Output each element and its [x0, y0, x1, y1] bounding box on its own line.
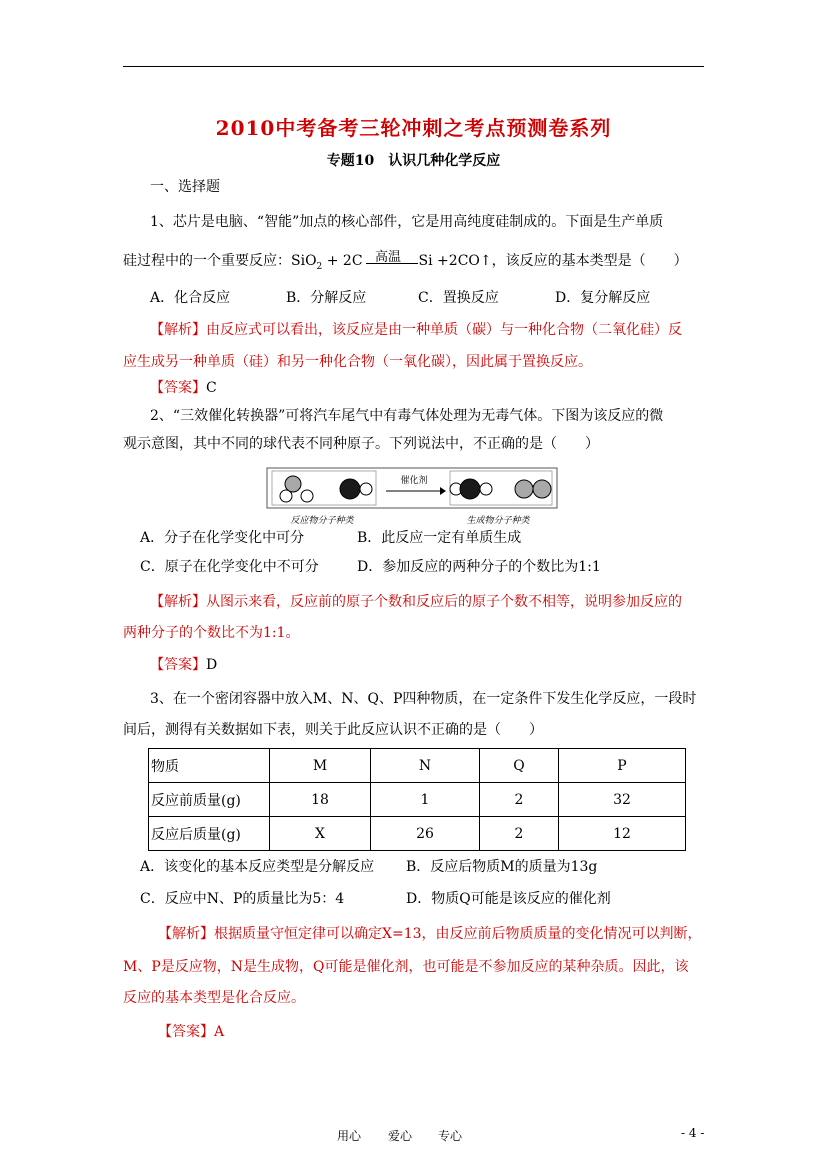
table-cell: 12 — [559, 817, 686, 851]
q3-analysis-line2: M、P是反应物，N是生成物，Q可能是催化剂，也可能是不参加反应的某种杂质。因此，该 — [123, 959, 689, 975]
q3-option-a: A．该变化的基本反应类型是分解反应 — [140, 859, 375, 875]
table-cell: 26 — [371, 817, 480, 851]
table-cell: 32 — [559, 783, 686, 817]
table-header-cell: N — [371, 749, 480, 783]
q1-analysis-line2: 应生成另一种单质（硅）和另一种化合物（一氧化碳），因此属于置换反应。 — [123, 354, 592, 370]
q1-reaction-condition: 高温 — [375, 250, 402, 265]
q3-stem-line1: 3、在一个密闭容器中放入M、N、Q、P四种物质，在一定条件下发生化学反应，一段时 — [150, 691, 697, 707]
molecule-reaction-diagram — [266, 467, 558, 529]
table-row — [149, 783, 686, 817]
table-header-cell: M — [270, 749, 371, 783]
q1-option-b: B．分解反应 — [286, 290, 367, 306]
q3-stem-line2: 间后，测得有关数据如下表，则关于此反应认识不正确的是（ ） — [123, 722, 543, 738]
page-number: - 4 - — [681, 1126, 705, 1140]
header-rule — [123, 66, 704, 67]
table-cell: 反应后质量(g) — [149, 817, 270, 851]
q3-option-d: D．物质Q可能是该反应的催化剂 — [406, 891, 611, 907]
q1-reaction-arrow — [366, 263, 418, 264]
table-cell: 18 — [270, 783, 371, 817]
page-title: 2010中考备考三轮冲刺之考点预测卷系列 — [215, 116, 612, 140]
q3-analysis-line3: 反应的基本类型是化合反应。 — [123, 990, 305, 1006]
q2-option-d: D．参加反应的两种分子的个数比为1:1 — [357, 559, 601, 575]
table-cell: 1 — [371, 783, 480, 817]
q3-option-c: C．反应中N、P的质量比为5：4 — [140, 891, 345, 907]
q2-analysis-line2: 两种分子的个数比不为1:1。 — [123, 625, 300, 641]
q1-answer: 【答案】C — [150, 380, 217, 396]
table-cell: X — [270, 817, 371, 851]
q1-analysis-line1: 【解析】由反应式可以看出，该反应是由一种单质（碳）与一种化合物（二氧化硅）反 — [150, 322, 682, 338]
table-cell: 2 — [480, 783, 559, 817]
catalyst-label: 催化剂 — [400, 476, 428, 486]
q2-option-c: C．原子在化学变化中不可分 — [140, 559, 319, 575]
q2-option-a: A．分子在化学变化中可分 — [140, 530, 305, 546]
topic-subtitle: 专题10 认识几种化学反应 — [326, 153, 501, 169]
q3-option-b: B．反应后物质M的质量为13g — [406, 859, 598, 875]
table-header-cell: Q — [480, 749, 559, 783]
reactant-caption: 反应物分子种类 — [290, 516, 354, 526]
footer-item: 爱心 — [388, 1129, 413, 1143]
mass-data-table — [148, 748, 686, 851]
table-header-cell: P — [559, 749, 686, 783]
table-row — [149, 817, 686, 851]
q1-option-a: A．化合反应 — [150, 290, 231, 306]
q1-option-c: C．置换反应 — [418, 290, 499, 306]
q3-answer: 【答案】A — [158, 1024, 225, 1040]
q2-analysis-line1: 【解析】从图示来看，反应前的原子个数和反应后的原子个数不相等，说明参加反应的 — [150, 594, 682, 610]
q3-analysis-line1: 【解析】根据质量守恒定律可以确定X=13，由反应前后物质质量的变化情况可以判断， — [158, 926, 702, 942]
footer-item: 用心 — [337, 1129, 362, 1143]
table-cell: 反应前质量(g) — [149, 783, 270, 817]
table-header-row — [149, 749, 686, 783]
q2-stem-line2: 观示意图，其中不同的球代表不同种原子。下列说法中，不正确的是（ ） — [123, 436, 599, 452]
q1-option-d: D．复分解反应 — [555, 290, 651, 306]
product-caption: 生成物分子种类 — [466, 516, 530, 526]
footer-item: 专心 — [438, 1129, 463, 1143]
q1-stem-line1: 1、芯片是电脑、“智能”加点的核心部件，它是用高纯度硅制成的。下面是生产单质 — [150, 214, 664, 230]
q2-stem-line1: 2、“三效催化转换器”可将汽车尾气中有毒气体处理为无毒气体。下图为该反应的微 — [150, 408, 664, 424]
q1-stem-line2: 硅过程中的一个重要反应：SiO$_2$ + 2C Si +2CO↑，该反应的基本类型是（ ） — [123, 253, 688, 272]
q2-answer: 【答案】D — [150, 657, 218, 673]
table-cell: 2 — [480, 817, 559, 851]
section-heading: 一、选择题 — [150, 179, 220, 195]
table-header-cell: 物质 — [149, 749, 270, 783]
q2-option-b: B．此反应一定有单质生成 — [357, 530, 522, 546]
